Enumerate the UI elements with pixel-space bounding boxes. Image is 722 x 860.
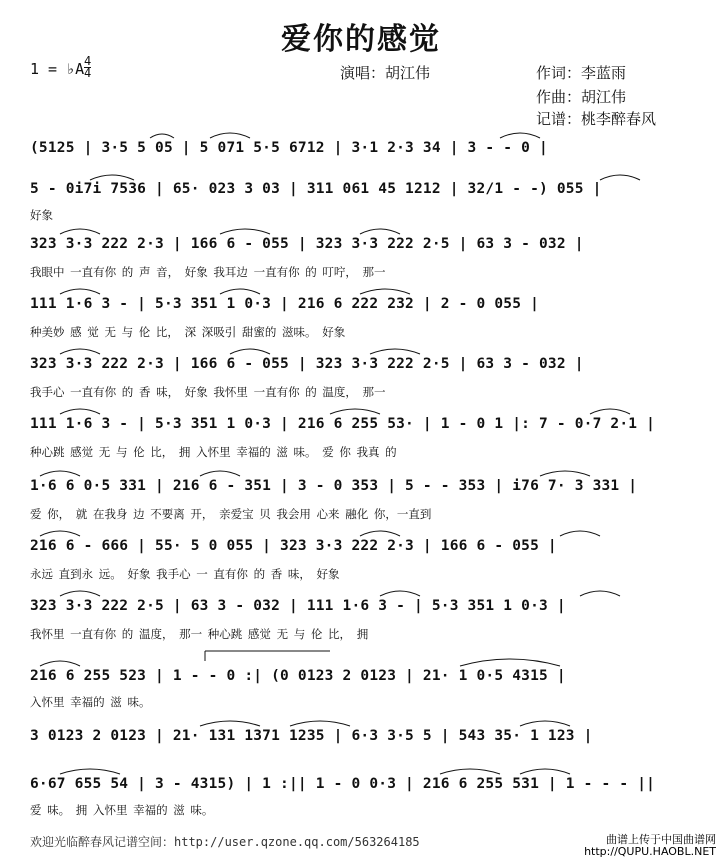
slur-arc [360,531,400,536]
slur-arc [360,289,410,294]
slur-arc [60,289,100,294]
score-row-10-lyrics: 入怀里 幸福的 滋 味。 [30,695,151,709]
slur-arc [440,769,500,774]
slur-arc [230,349,270,354]
slur-arc [200,471,240,476]
singer-credit: 演唱：胡江伟 [340,64,431,82]
slur-arc [370,349,420,354]
slur-arc [60,591,100,596]
slur-arc [40,661,80,666]
slur-arc [40,471,80,476]
score-row-8-lyrics: 永远 直到永 远。 好象 我手心 一 直有你 的 香 味， 好象 [30,567,340,581]
slur-arc [520,769,570,774]
score-row-5-notes: 323 3·3 222 2·3 | 166 6 - 055 | 323 3·3 222 2·5 | 63 3 - 032 | [30,356,584,372]
score-row-1-notes: (5125 | 3·5 5 05 | 5 071 5·5 6712 | 3·1 2·3 34 | 3 - - 0 | [30,140,548,156]
score-row-7-notes: 1·6 6 0·5 331 | 216 6 - 351 | 3 - 0 353 | 5 - - 353 | i76 7· 3 331 | [30,478,638,494]
slur-arc [380,591,420,596]
score-row-4-lyrics: 种美妙 感 觉 无 与 伦 比， 深 深吸引 甜蜜的 滋味。 好象 [30,325,346,339]
score-row-12-lyrics: 爱 味。 拥 入怀里 幸福的 滋 味。 [30,803,214,817]
score-row-2-lyrics: 好象 [30,208,53,222]
slur-arc [40,531,80,536]
slur-arc [580,591,620,596]
score-row-9-notes: 323 3·3 222 2·5 | 63 3 - 032 | 111 1·6 3 - | 5·3 351 1 0·3 | [30,598,566,614]
lyricist-credit: 作词：李蓝雨 [536,64,627,82]
transcriber-credit: 记谱：桃李醉春风 [536,110,657,128]
slur-arc [60,769,120,774]
score-row-3-lyrics: 我眼中 一直有你 的 声 音， 好象 我耳边 一直有你 的 叮咛， 那一 [30,265,386,279]
slur-arc [220,229,270,234]
score-row-3-notes: 323 3·3 222 2·3 | 166 6 - 055 | 323 3·3 222 2·5 | 63 3 - 032 | [30,236,584,252]
slur-arc [560,531,600,536]
slur-arc [590,409,630,414]
slur-arc [360,229,400,234]
score-row-12-notes: 6·67 655 54 | 3 - 4315) | 1 :|| 1 - 0 0·3 | 216 6 255 531 | 1 - - - || [30,776,656,792]
slur-arc [520,721,570,726]
slur-arc [200,721,260,726]
score-row-9-lyrics: 我怀里 一直有你 的 温度， 那一 种心跳 感觉 无 与 伦 比， 拥 [30,627,369,641]
slur-arc [330,409,380,414]
slur-arc [150,134,174,138]
key-signature: 1 = ♭A [30,60,85,78]
slur-arc [290,721,350,726]
slur-arc [500,133,540,138]
slur-arc [460,659,560,666]
score-row-7-lyrics: 爱 你， 就 在我身 边 不要离 开， 亲爱宝 贝 我会用 心来 融化 你，一直到 [30,507,432,521]
page-title: 爱你的感觉 [281,22,441,57]
time-signature-bottom: 4 [84,66,92,80]
site-badge-line1: 曲谱上传于中国曲谱网 [606,833,716,846]
score-row-4-notes: 111 1·6 3 - | 5·3 351 1 0·3 | 216 6 222 232 | 2 - 0 055 | [30,296,539,312]
time-signature-top: 4 [84,54,92,68]
slur-arc [90,175,134,180]
slur-arc [210,133,250,138]
score-row-2-notes: 5 - 0i7i 7536 | 65· 023 3 03 | 311 061 45 1212 | 32/1 - -) 055 | [30,181,602,197]
slur-arc [60,409,100,414]
score-row-6-notes: 111 1·6 3 - | 5·3 351 1 0·3 | 216 6 255 53· | 1 - 0 1 |: 7 - 0·7 2·1 | [30,416,656,432]
composer-credit: 作曲：胡江伟 [536,88,627,106]
slur-arc [220,289,260,294]
footer-text: 欢迎光临醉春风记谱空间：http://user.qzone.qq.com/563264185 [30,835,420,849]
slur-arc [60,349,100,354]
score-row-5-lyrics: 我手心 一直有你 的 香 味， 好象 我怀里 一直有你 的 温度， 那一 [30,385,386,399]
score-row-11-notes: 3 0123 2 0123 | 21· 131 1371 1235 | 6·3 3·5 5 | 543 35· 1 123 | [30,728,593,744]
slur-arc [540,471,590,476]
score-row-8-notes: 216 6 - 666 | 55· 5 0 055 | 323 3·3 222 2·3 | 166 6 - 055 | [30,538,557,554]
site-badge [584,834,716,858]
slur-arc [600,175,640,180]
score-row-10-notes: 216 6 255 523 | 1 - - 0 :| (0 0123 2 0123 | 21· 1 0·5 4315 | [30,668,566,684]
slur-arc [60,229,100,234]
score-row-6-lyrics: 种心跳 感觉 无 与 伦 比， 拥 入怀里 幸福的 滋 味。 爱 你 我真 的 [30,445,397,459]
site-badge-line2: http://QUPU.HAOBL.NET [584,845,716,858]
